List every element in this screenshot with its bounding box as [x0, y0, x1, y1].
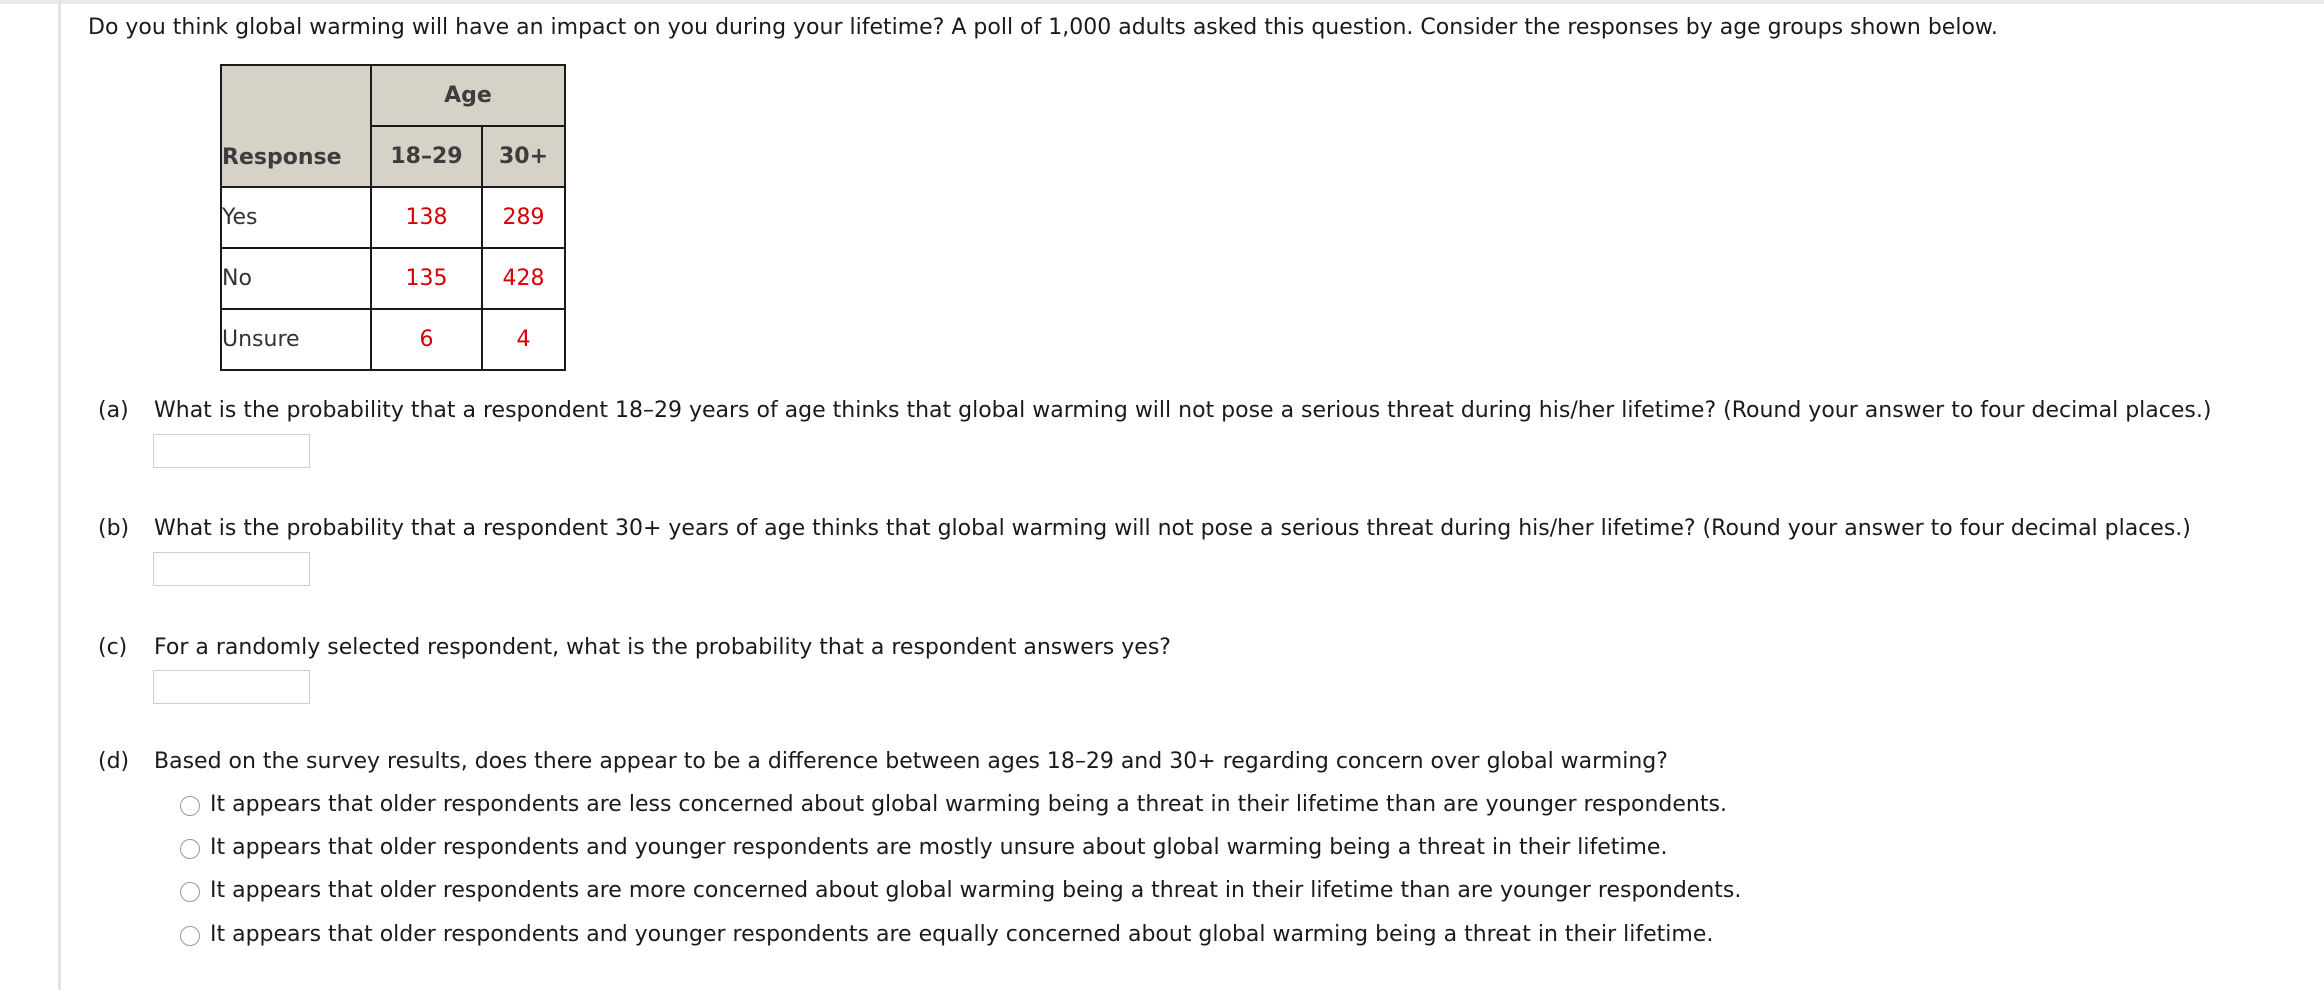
option-d-3-label[interactable]: It appears that older respondents are more concerned about global warming being a threat in their lifetime than are younger respondents. [210, 877, 1742, 903]
age-column-18-29: 18–29 [371, 126, 482, 187]
option-d-3[interactable] [180, 875, 1741, 905]
row-label-no: No [221, 248, 371, 309]
problem-intro: Do you think global warming will have an impact on you during your lifetime? A poll of 1,000 adults asked this question. Consider the responses by age groups shown below. [88, 15, 1998, 40]
option-d-2-label[interactable]: It appears that older respondents and younger respondents are mostly unsure about global warming being a threat in their lifetime. [210, 834, 1668, 860]
responses-table [220, 64, 566, 371]
cell-yes-18-29: 138 [371, 187, 482, 248]
question-b [98, 515, 2191, 543]
question-a [98, 397, 2211, 425]
cell-unsure-18-29: 6 [371, 309, 482, 370]
cell-no-18-29: 135 [371, 248, 482, 309]
row-label-yes: Yes [221, 187, 371, 248]
radio-button[interactable] [180, 926, 200, 946]
radio-button[interactable] [180, 882, 200, 902]
question-c-letter: (c) [98, 635, 128, 660]
answer-c-input[interactable] [153, 670, 310, 704]
question-a-text: What is the probability that a respondent 18–29 years of age thinks that global warming will not pose a serious threat during his/her lifetime? (Round your answer to four decimal places.) [154, 398, 2212, 423]
cell-yes-30-plus: 289 [482, 187, 565, 248]
table-row [221, 187, 565, 248]
answer-a-input[interactable] [153, 434, 310, 468]
radio-button[interactable] [180, 839, 200, 859]
top-divider [0, 0, 2324, 4]
question-c-text: For a randomly selected respondent, what is the probability that a respondent answers yes? [154, 635, 1171, 660]
option-d-2[interactable] [180, 832, 1667, 862]
cell-no-30-plus: 428 [482, 248, 565, 309]
age-header: Age [371, 65, 565, 126]
radio-button[interactable] [180, 796, 200, 816]
table-header-row [221, 65, 565, 126]
option-d-1-label[interactable]: It appears that older respondents are less concerned about global warming being a threat in their lifetime than are younger respondents. [210, 791, 1727, 817]
left-divider [58, 0, 61, 990]
option-d-4[interactable] [180, 919, 1713, 949]
question-d-letter: (d) [98, 749, 130, 774]
age-column-30-plus: 30+ [482, 126, 565, 187]
table-row [221, 248, 565, 309]
cell-unsure-30-plus: 4 [482, 309, 565, 370]
question-b-letter: (b) [98, 516, 130, 541]
question-c [98, 634, 1171, 662]
response-column-header: Response [221, 65, 371, 187]
option-d-4-label[interactable]: It appears that older respondents and younger respondents are equally concerned about global warming being a threat in their lifetime. [210, 921, 1714, 947]
table-row [221, 309, 565, 370]
question-a-letter: (a) [98, 398, 129, 423]
question-d [98, 748, 1668, 776]
question-b-text: What is the probability that a respondent 30+ years of age thinks that global warming will not pose a serious threat during his/her lifetime? (Round your answer to four decimal places.) [154, 516, 2191, 541]
answer-b-input[interactable] [153, 552, 310, 586]
row-label-unsure: Unsure [221, 309, 371, 370]
option-d-1[interactable] [180, 789, 1727, 819]
question-d-text: Based on the survey results, does there appear to be a difference between ages 18–29 and 30+ regarding concern over global warming? [154, 749, 1668, 774]
